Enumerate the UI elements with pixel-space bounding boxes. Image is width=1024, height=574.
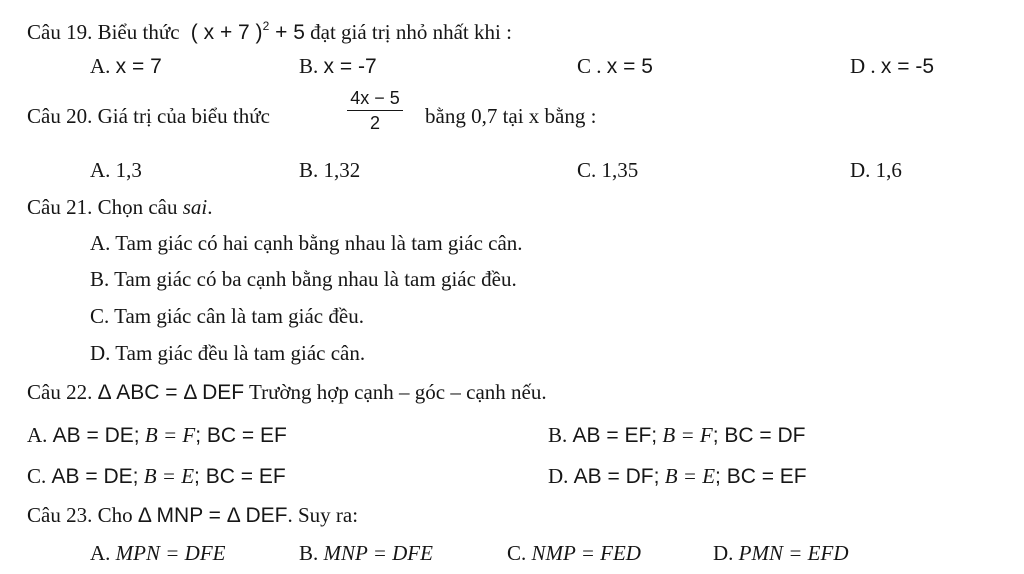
q20-option-b[interactable] [299, 158, 360, 182]
option-part-b: B = E [664, 464, 716, 488]
q19-expr-base: ( x + 7 ) [190, 21, 263, 44]
option-key: D. [713, 541, 734, 565]
option-part-c: ; BC = DF [712, 424, 806, 447]
option-value: x = 7 [115, 55, 162, 78]
option-part-a: AB = DE; [52, 424, 140, 447]
q22-option-a[interactable] [27, 423, 287, 448]
q20-option-d[interactable] [850, 158, 902, 182]
option-value: 1,3 [115, 158, 142, 182]
q19-expression [191, 21, 305, 44]
option-key: B. [299, 158, 319, 182]
q21-lead: Câu 21. Chọn câu [27, 195, 178, 219]
q19-option-d[interactable] [850, 54, 934, 79]
option-key: A. [90, 54, 111, 78]
option-value: 1,6 [875, 158, 902, 182]
q23-option-c[interactable] [507, 541, 641, 565]
option-key: D. [850, 158, 871, 182]
option-key: A. [90, 541, 111, 565]
option-value: x = -7 [323, 55, 377, 78]
option-key: B. [299, 541, 319, 565]
q20-trail: bằng 0,7 tại x bằng : [425, 104, 597, 128]
q22-option-b[interactable] [548, 423, 806, 448]
option-key: B. [299, 54, 319, 78]
option-key: D . [850, 54, 876, 78]
q20-fraction-numerator: 4x − 5 [347, 88, 403, 111]
option-value: MPN = DFE [115, 541, 226, 565]
q19-lead: Câu 19. Biểu thức [27, 20, 180, 44]
q22-statement: Δ ABC = Δ DEF [97, 381, 245, 404]
option-key: C. [27, 464, 47, 488]
q21-option-a[interactable]: A. Tam giác có hai cạnh bằng nhau là tam giác cân. [90, 231, 523, 255]
q23-option-b[interactable] [299, 541, 433, 565]
option-part-c: ; BC = EF [194, 465, 286, 488]
option-key: A. [90, 158, 111, 182]
q21-option-d[interactable]: D. Tam giác đều là tam giác cân. [90, 341, 366, 365]
option-part-b: B = F [144, 423, 196, 447]
option-key: C. [577, 158, 597, 182]
q22-option-c[interactable] [27, 464, 286, 489]
q23-statement: Δ MNP = Δ DEF [137, 504, 288, 527]
q22-lead: Câu 22. [27, 380, 93, 404]
option-part-c: ; BC = EF [195, 424, 287, 447]
question-22-stem [27, 380, 547, 405]
q22-trail: Trường hợp cạnh – góc – cạnh nếu. [248, 380, 547, 404]
q20-option-a[interactable] [90, 158, 142, 182]
option-value: 1,32 [323, 158, 361, 182]
q23-lead: Câu 23. Cho [27, 503, 133, 527]
q21-lead-end: . [207, 195, 213, 219]
option-part-a: AB = EF; [572, 424, 658, 447]
option-part-a: AB = DF; [573, 465, 660, 488]
q19-option-c[interactable] [577, 54, 653, 79]
q20-fraction [347, 88, 403, 133]
option-key: C . [577, 54, 602, 78]
option-key: D. [548, 464, 569, 488]
option-value: x = -5 [880, 55, 935, 78]
q23-trail: . Suy ra: [287, 503, 359, 527]
q20-fraction-denominator: 2 [369, 113, 380, 133]
option-key: B. [548, 423, 568, 447]
q22-option-d[interactable] [548, 464, 807, 489]
option-part-c: ; BC = EF [715, 465, 807, 488]
option-value: 1,35 [601, 158, 639, 182]
q20-lead: Câu 20. Giá trị của biểu thức [27, 104, 270, 128]
q23-option-a[interactable] [90, 541, 226, 565]
q20-option-c[interactable] [577, 158, 638, 182]
q19-option-a[interactable] [90, 54, 162, 79]
option-value: PMN = EFD [738, 541, 849, 565]
option-key: C. [507, 541, 527, 565]
q19-expr-tail: + 5 [275, 21, 305, 44]
q19-expr-exponent: 2 [262, 19, 270, 33]
q21-lead-italic: sai [182, 195, 208, 219]
q23-option-d[interactable] [713, 541, 849, 565]
q19-trail: đạt giá trị nhỏ nhất khi : [310, 20, 512, 44]
option-value: MNP = DFE [323, 541, 433, 565]
option-part-a: AB = DE; [51, 465, 139, 488]
q19-option-b[interactable] [299, 54, 377, 79]
option-value: x = 5 [606, 55, 653, 78]
option-key: A. [27, 423, 48, 447]
question-19-stem [27, 14, 512, 45]
question-21-stem [27, 195, 213, 219]
q21-option-b[interactable]: B. Tam giác có ba cạnh bằng nhau là tam giác đều. [90, 267, 517, 291]
option-part-b: B = E [143, 464, 195, 488]
option-part-b: B = F [662, 423, 713, 447]
q21-option-c[interactable]: C. Tam giác cân là tam giác đều. [90, 304, 364, 328]
question-23-stem [27, 503, 358, 528]
option-value: NMP = FED [531, 541, 641, 565]
